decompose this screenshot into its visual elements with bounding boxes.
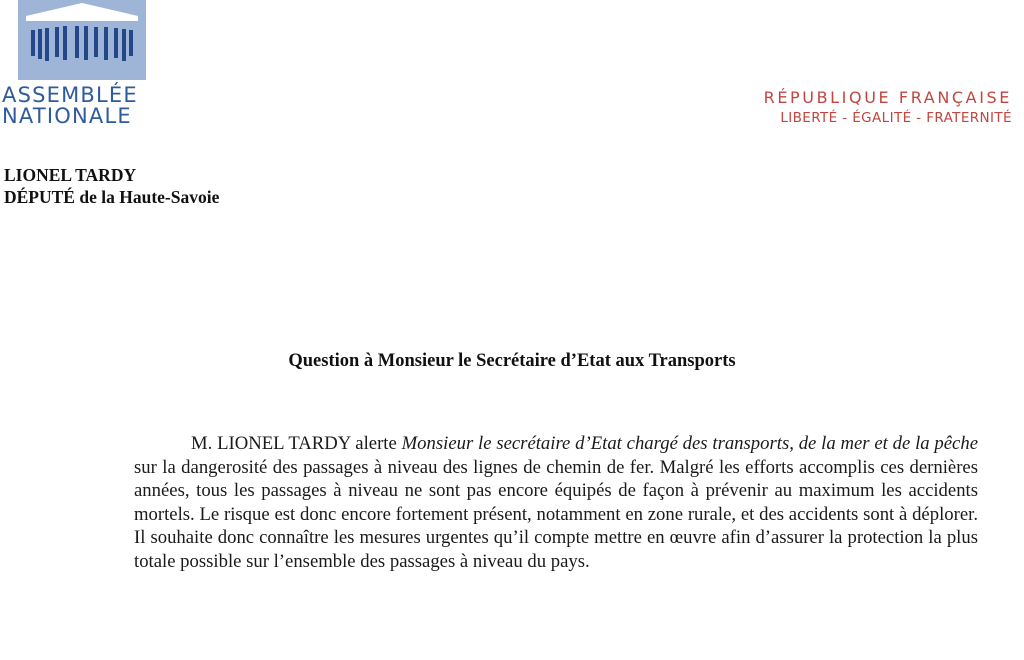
republic-name: RÉPUBLIQUE FRANÇAISE <box>763 88 1012 107</box>
logo-text-assemblee: ASSEMBLÉE <box>2 83 138 107</box>
republique-francaise-heading <box>764 88 1012 128</box>
republic-motto: LIBERTÉ - ÉGALITÉ - FRATERNITÉ <box>780 110 1012 126</box>
assemblee-nationale-logo <box>0 0 150 130</box>
question-text: sur la dangerosité des passages à niveau des lignes de chemin de fer. Malgré les efforts accomplis ces dernières années, tous les passages à niveau ne sont pas encore équipés de façon à prévenir au maximum les accidents mortels. Le risque est donc encore fortement présent, notamment en zone rurale, et des accidents sont à déplorer. Il souhaite donc connaître les mesures urgentes qu’il compte mettre en œuvre afin d’assurer la protection la plus totale possible sur l’ensemble des passages à niveau du pays. <box>134 456 978 572</box>
author-role: DÉPUTÉ de la Haute-Savoie <box>4 187 220 207</box>
question-addressee: Monsieur le secrétaire d’Etat chargé des transports, de la mer et de la pêche <box>401 433 978 454</box>
question-intro: M. LIONEL TARDY alerte <box>191 433 402 454</box>
palais-bourbon-icon <box>18 0 146 80</box>
question-body <box>134 432 978 574</box>
author-name: LIONEL TARDY <box>4 165 137 185</box>
question-title: Question à Monsieur le Secrétaire d’Etat aux Transports <box>288 351 736 371</box>
author-block <box>4 164 219 208</box>
logo-text-nationale: NATIONALE <box>2 104 132 128</box>
